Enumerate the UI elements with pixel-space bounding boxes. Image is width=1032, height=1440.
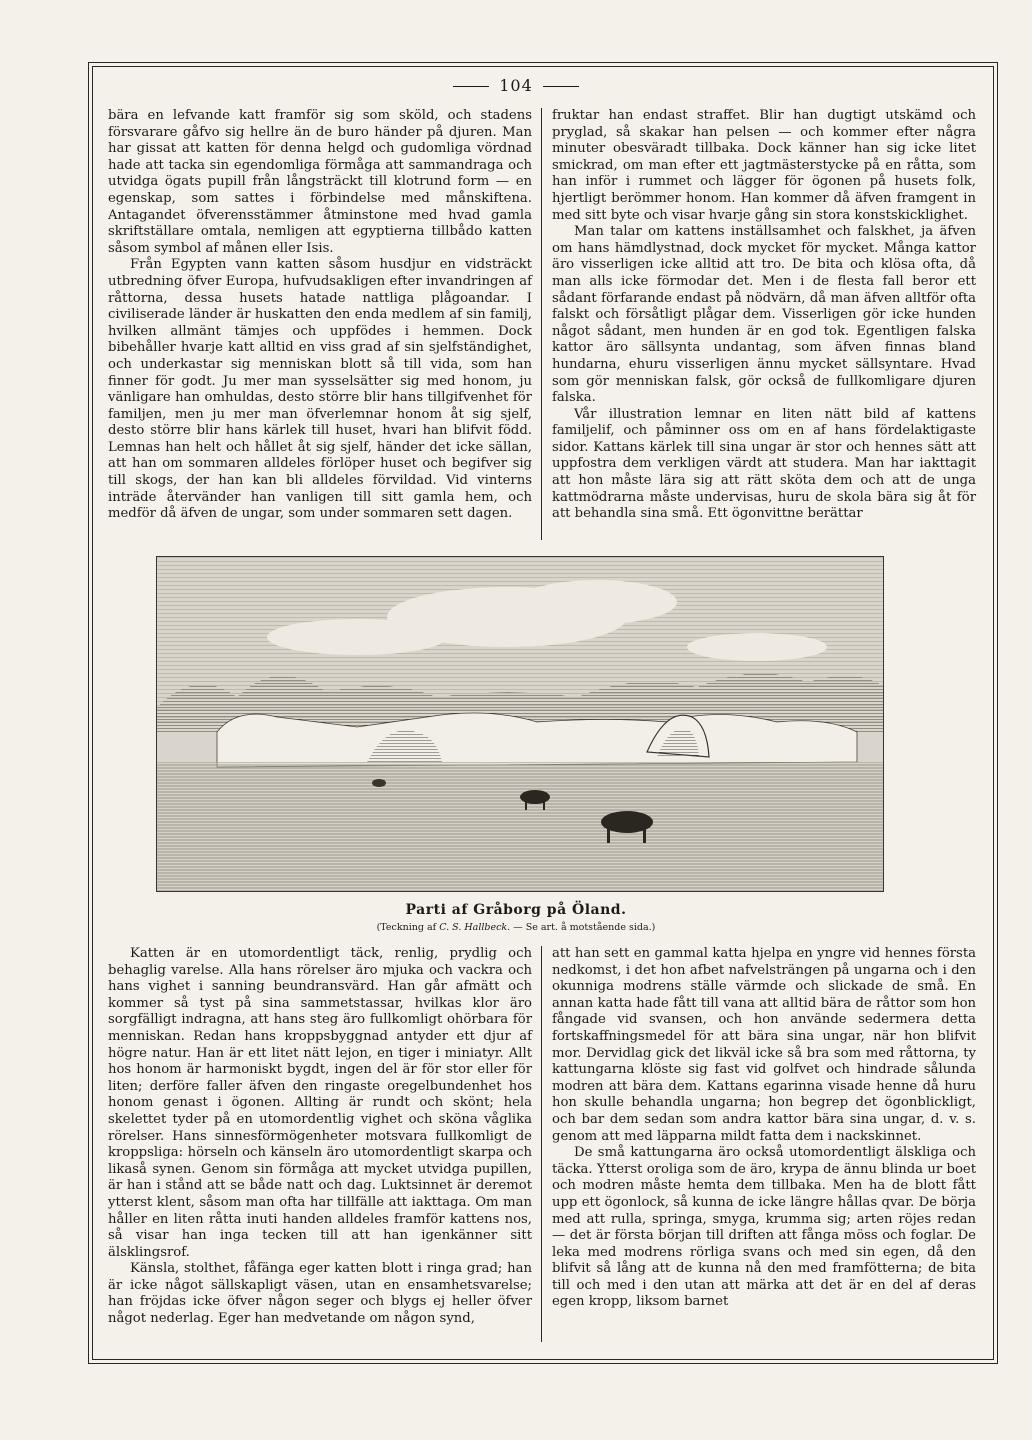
cloud <box>687 633 827 661</box>
paragraph: De små kattungarna äro också utomordentligt älskliga och täcka. Ytterst oroliga som de äro, krypa de ännu blinda ur boet och modren måste hemta dem tillbaka. Men ha de blott fått upp ett ögonlock, så kunna de icke längre hållas qvar. De börja med att rulla, springa, smyga, krumma sig; arten röjes redan — det är första början till driften att fånga möss och foglar. De leka med modrens rörliga svans och med sin egen, då den blifvit så lång att de kunna nå den med framfötterna; de bita till och med i den utan att märka att det är en del af deras egen kropp, liksom barnet <box>552 1145 976 1310</box>
paragraph: Man talar om kattens inställsamhet och falskhet, ja äfven om hans hämdlystnad, dock mycket för mycket. Många kattor äro visserligen icke alltid att tro. De bita och klösa ofta, då man alls icke förmodar det. Men i de flesta fall beror ett sådant förfarande endast på nödvärn, då man äfven alltför ofta falskt och försåtligt plågar dem. Visserligen gör icke hunden något sådant, men hunden är en god tok. Egentligen falska kattor äro sällsynta undantag, som äfven finnas bland hundarna, ehuru visserligen ännu mycket sällsyntare. Hvad som gör menniskan falsk, gör också de fullkomligare djuren falska. <box>552 224 976 406</box>
page-number-dash-left <box>453 86 489 87</box>
page-number <box>0 76 1032 95</box>
column-bottom-left <box>108 946 532 1342</box>
paragraph: Känsla, stolthet, fåfänga eger katten blott i ringa grad; han är icke något sällskapligt väsen, utan en ensamhetsvarelse; han fröjdas icke öfver någon seger och blygs ej heller öfver något nederlag. Eger han medvetande om någon synd, <box>108 1261 532 1327</box>
paragraph: fruktar han endast straffet. Blir han dugtigt utskämd och pryglad, så skakar han pelsen — och kommer efter några minuter obesväradt tillbaka. Dock känner han sig icke litet smickrad, om man efter ett jagtmästerstycke på en råtta, som han inför i rummet och lägger för ögonen på husets folk, hjertligt berömmer honom. Han kommer då äfven framgent in med sitt byte och visar hvarje gång sin stora konstskicklighet. <box>552 108 976 223</box>
credit-prefix: (Teckning af <box>376 922 440 933</box>
column-bottom-right <box>552 946 976 1342</box>
cloud <box>517 580 677 624</box>
cloud <box>267 619 447 655</box>
engraving-illustration <box>156 556 884 892</box>
animal-distant <box>372 779 386 787</box>
column-divider-top <box>541 108 542 540</box>
cow-small <box>520 790 550 804</box>
illustration-credit <box>0 922 1032 933</box>
column-divider-bottom <box>541 946 542 1342</box>
paragraph: att han sett en gammal katta hjelpa en yngre vid hennes första nedkomst, i det hon afbet nafvelsträngen på ungarna och i den okunniga modrens ställe värmde och slickade de små. En annan katta hade fått till vana att alltid bära de råttor som hon fångade vid svansen, och hon använde sedermera detta fortskaffningsmedel för att bära sina ungar, när hon blifvit mor. Dervidlag gick det likväl icke så bra som med råttorna, ty kattungarna klöste sig fast vid golfvet och hindrade sålunda modren att bära dem. Kattans egarinna visade henne då huru hon skulle behandla ungarna; hon begrep det ögonblickligt, och bar dem sedan som andra kattor bära sina ungar, d. v. s. genom att med läpparna mildt fatta dem i nackskinnet. <box>552 946 976 1144</box>
page-number-dash-right <box>543 86 579 87</box>
illustration-title: Parti af Gråborg på Öland. <box>405 902 627 918</box>
column-top-right <box>552 108 976 540</box>
credit-suffix: — Se art. å motstående sida.) <box>510 922 656 933</box>
credit-artist: C. S. Hallbeck. <box>439 922 511 933</box>
paragraph: bära en lefvande katt framför sig som sköld, och stadens försvarare gåfvo sig hellre än de buro händer på djuren. Man har gissat att katten för denna helgd och gudomliga vördnad hade att tacka sin egendomliga förmåga att sammandraga och utvidga ögats pupill från långsträckt till klotrund form — en egenskap, som sattes i förbindelse med månskiftena. Antagandet öfverensstämmer åtminstone med hvad gamla skriftställare omtala, nemligen att egyptierna tillbådo katten såsom symbol af månen eller Isis. <box>108 108 532 256</box>
paragraph: Vår illustration lemnar en liten nätt bild af kattens familjelif, och påminner oss om en af hans fördelaktigaste sidor. Kattans kärlek till sina ungar är stor och hennes sätt att uppfostra dem verkligen värdt att studera. Man har iakttagit att hon måste lära sig att rätt sköta dem och att de unga kattmödrarna måste undervisas, huru de skola bära sig åt för att behandla sina små. Ett ögonvittne berättar <box>552 406 976 522</box>
page-number-text: 104 <box>499 76 533 95</box>
landscape-engraving <box>157 557 884 892</box>
paragraph: Katten är en utomordentligt täck, renlig, prydlig och behaglig varelse. Alla hans rörelser äro mjuka och vackra och hans vighet i sanning beundransvärd. Han går afmätt och kommer så tyst på sina sammetstassar, hvilkas klor äro sorgfälligt indragna, att hans steg äro fullkomligt ohörbara för menniskan. Redan hans kroppsbyggnad antyder ett djur af högre natur. Han är ett litet nätt lejon, en tiger i miniatyr. Allt hos honom är harmoniskt bygdt, ingen del är för stor eller för liten; derföre faller äfven den ringaste oregelbundenhet hos honom genast i ögonen. Allting är rundt och skönt; hela skelettet tyder på en utomordentlig vighet och sköna våglika rörelser. Hans sinnesförmögenheter motsvara fullkomligt de kroppsliga: hörseln och känseln äro utomordentligt skarpa och likaså synen. Genom sin förmåga att mycket utvidga pupillen, är han i stånd att se både natt och dag. Luktsinnet är deremot ytterst klent, såsom man ofta har tillfälle att iakttaga. Om man håller en liten råtta inuti handen alldeles framför kattens nos, så visar han inga tecken till att han igenkänner sitt älsklingsrof. <box>108 946 532 1260</box>
paragraph: Från Egypten vann katten såsom husdjur en vidsträckt utbredning öfver Europa, hufvudsakligen efter invandringen af råttorna, dessa husets hatade nattliga plågoandar. I civiliserade länder är huskatten den enda medlem af sin familj, hvilken allmänt tämjes och uppfödes i hemmen. Dock bibehåller hvarje katt alltid en viss grad af sin sjelfständighet, och underkastar sig menniskan blott så till vida, som han finner för godt. Ju mer man sysselsätter sig med honom, ju vänligare han omhuldas, desto större blir hans tillgifvenhet för familjen, men ju mer man öfverlemnar honom åt sig sjelf, desto större blir hans kärlek till huset, hvari han blifvit född. Lemnas han helt och hållet åt sig sjelf, händer det icke sällan, att han om sommaren alldeles förlöper huset och begifver sig till skogs, der han kan bli alldeles förvildad. Vid vinterns inträde återvänder han vanligen till sitt gamla hem, och medför då äfven de ungar, som under sommaren sett dagen. <box>108 257 532 522</box>
column-top-left <box>108 108 532 540</box>
